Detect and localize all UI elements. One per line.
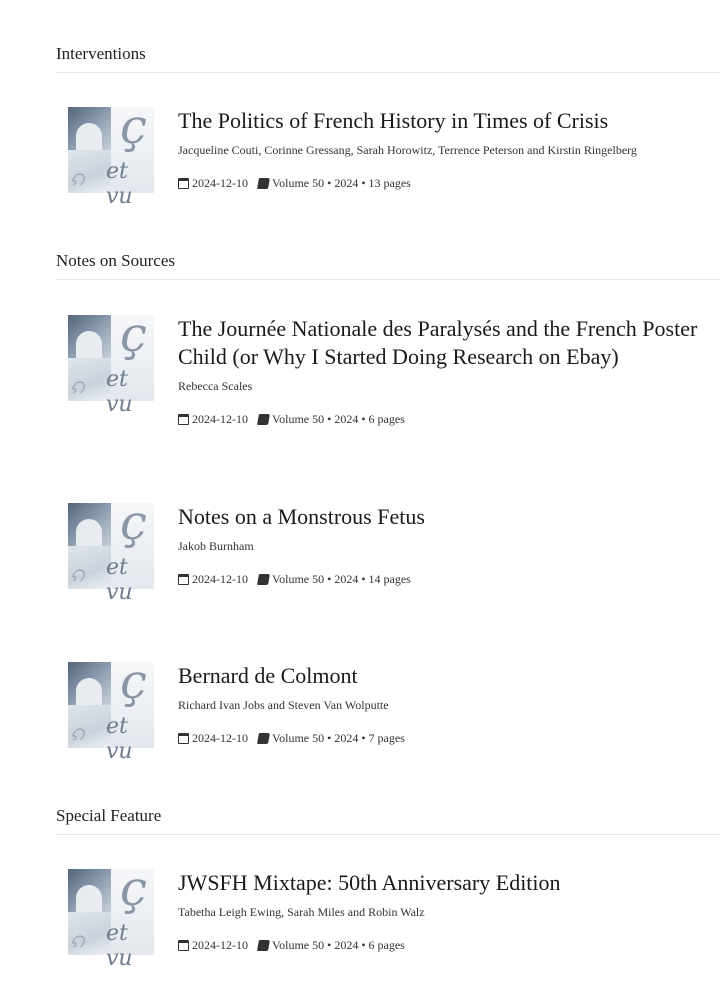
article-meta: [178, 412, 708, 427]
article-meta: [178, 938, 708, 953]
article-date: 2024-12-10: [192, 731, 248, 745]
book-icon: [257, 574, 270, 585]
section-heading-notes-on-sources: Notes on Sources: [56, 251, 720, 280]
article-date: 2024-12-10: [192, 938, 248, 952]
calendar-icon: [178, 940, 189, 951]
article-authors: Jakob Burnham: [178, 539, 254, 553]
cover-thumbnail[interactable]: ç et vu ၵ: [68, 503, 154, 589]
section-heading-interventions: Interventions: [56, 44, 720, 73]
article-volume: Volume 50 • 2024 • 6 pages: [272, 938, 405, 952]
cover-thumbnail[interactable]: ç et vu ၵ: [68, 107, 154, 193]
article-title[interactable]: JWSFH Mixtape: 50th Anniversary Edition: [178, 870, 561, 895]
section-heading-special-feature: Special Feature: [56, 806, 720, 835]
book-icon: [257, 940, 270, 951]
calendar-icon: [178, 414, 189, 425]
article-meta: [178, 731, 708, 746]
article-date: 2024-12-10: [192, 572, 248, 586]
article-authors: Tabetha Leigh Ewing, Sarah Miles and Robin Walz: [178, 905, 425, 919]
calendar-icon: [178, 733, 189, 744]
article-authors: Richard Ivan Jobs and Steven Van Wolputte: [178, 698, 389, 712]
article-meta: [178, 572, 708, 587]
article-volume: Volume 50 • 2024 • 7 pages: [272, 731, 405, 745]
article-authors: Rebecca Scales: [178, 379, 253, 393]
calendar-icon: [178, 178, 189, 189]
article-volume: Volume 50 • 2024 • 13 pages: [272, 176, 411, 190]
cover-thumbnail[interactable]: ç et vu ၵ: [68, 869, 154, 955]
article-title[interactable]: Bernard de Colmont: [178, 663, 358, 688]
article-authors: Jacqueline Couti, Corinne Gressang, Sarah Horowitz, Terrence Peterson and Kirstin Ringelberg: [178, 143, 637, 157]
article-volume: Volume 50 • 2024 • 6 pages: [272, 412, 405, 426]
cover-thumbnail[interactable]: ç et vu ၵ: [68, 315, 154, 401]
book-icon: [257, 178, 270, 189]
article-title[interactable]: The Journée Nationale des Paralysés and the French Poster Child (or Why I Started Doing Research on Ebay): [178, 316, 698, 369]
cover-thumbnail[interactable]: ç et vu ၵ: [68, 662, 154, 748]
article-date: 2024-12-10: [192, 176, 248, 190]
article-date: 2024-12-10: [192, 412, 248, 426]
article-volume: Volume 50 • 2024 • 14 pages: [272, 572, 411, 586]
article-title[interactable]: Notes on a Monstrous Fetus: [178, 504, 425, 529]
article-meta: [178, 176, 708, 191]
article-title[interactable]: The Politics of French History in Times of Crisis: [178, 108, 609, 133]
book-icon: [257, 414, 270, 425]
calendar-icon: [178, 574, 189, 585]
book-icon: [257, 733, 270, 744]
